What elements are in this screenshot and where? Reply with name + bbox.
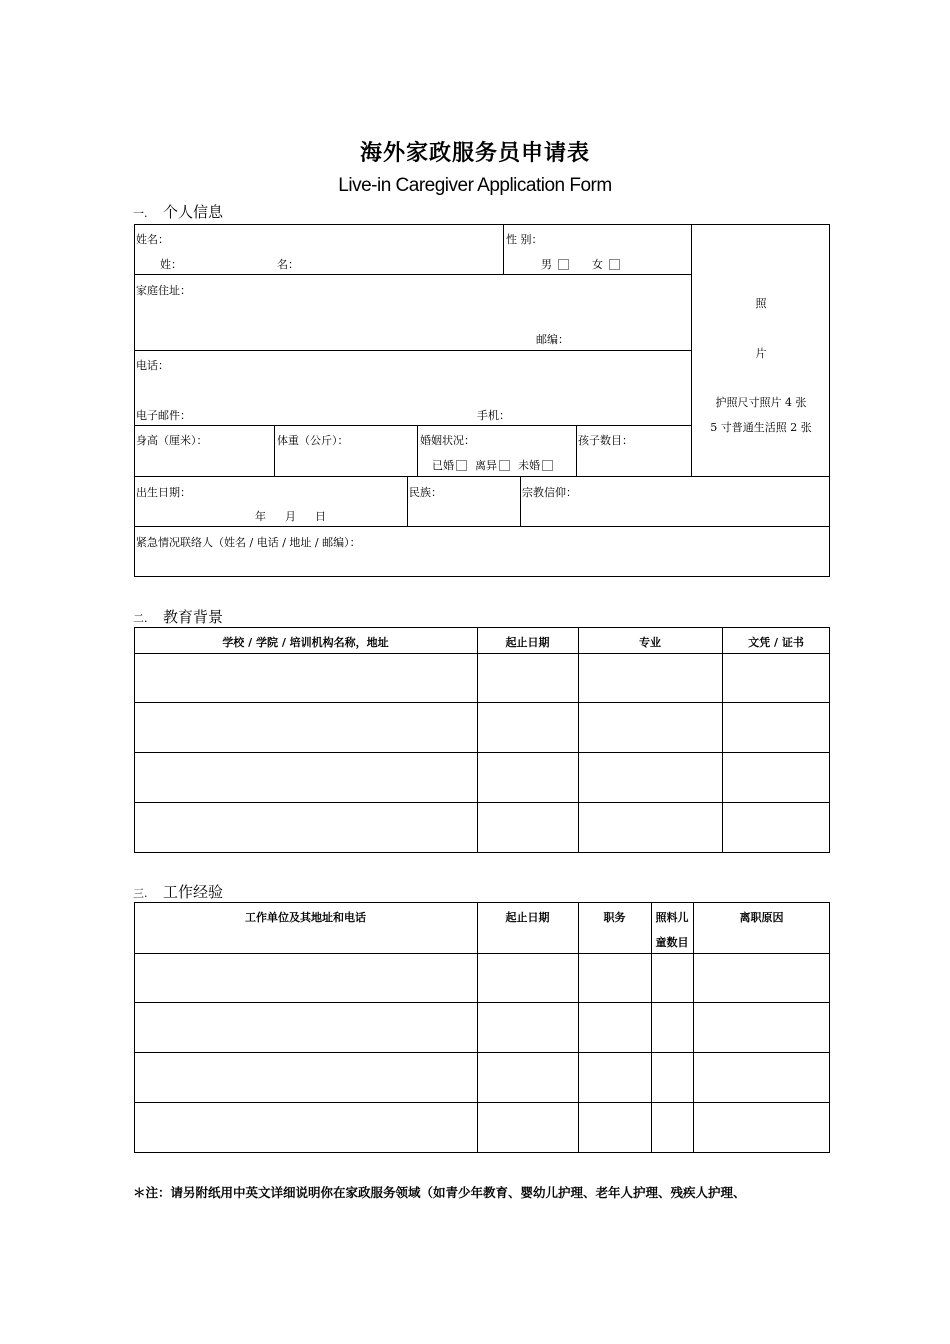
male-checkbox[interactable] [558,259,569,270]
children-count-label[interactable]: 孩子数目： [578,434,633,447]
table-row[interactable] [135,703,829,752]
gender-label: 性 别： [506,233,543,246]
section-title: 教育背景 [163,608,224,626]
given-name-label[interactable]: 名： [277,258,299,271]
table-row[interactable] [135,803,829,852]
address-label[interactable]: 家庭住址： [136,284,191,297]
gender-male-option[interactable] [541,256,569,272]
column-header-children-cared-line1: 照料儿 [655,911,689,924]
married-label: 已婚 [432,459,454,472]
postcode-label[interactable]: 邮编： [536,333,569,346]
table-row[interactable] [135,1003,829,1052]
col-divider [520,476,521,526]
column-header-diploma: 文凭 / 证书 [748,636,804,649]
column-header-major: 专业 [639,636,661,649]
table-row[interactable] [135,1053,829,1102]
name-label: 姓名： [136,233,169,246]
form-title-english: Live-in Caregiver Application Form [338,175,612,196]
row-divider [134,476,830,477]
col-divider [503,224,504,274]
row-divider [134,274,692,275]
table-row[interactable] [135,1103,829,1152]
section-number: 二. [133,612,148,625]
email-label[interactable]: 电子邮件： [136,409,191,422]
religion-label[interactable]: 宗教信仰： [522,486,577,499]
phone-label[interactable]: 电话： [136,359,169,372]
section-number: 三. [133,887,148,900]
section-education-heading [133,606,223,627]
column-header-leaving-reason: 离职原因 [739,911,784,924]
col-divider [407,476,408,526]
row-divider [134,526,830,527]
gender-female-option[interactable] [592,256,620,272]
female-checkbox[interactable] [609,259,620,270]
photo-requirement-casual: 5 寸普通生活照 2 张 [710,421,812,434]
weight-label[interactable]: 体重（公斤）： [277,434,349,447]
emergency-contact-label[interactable]: 紧急情况联络人（姓名 / 电话 / 地址 / 邮编）： [136,536,361,549]
marital-status-label: 婚姻状况： [420,434,475,447]
birth-month-label[interactable]: 月 [285,510,296,523]
column-header-school: 学校 / 学院 / 培训机构名称，地址 [222,636,389,649]
surname-label[interactable]: 姓： [160,258,182,271]
col-divider [417,425,418,476]
married-checkbox[interactable] [456,460,467,471]
section-personal-heading [133,201,223,222]
divorced-checkbox[interactable] [499,460,510,471]
photo-label-char-2: 片 [755,347,767,360]
height-label[interactable]: 身高（厘米）： [136,434,208,447]
mobile-label[interactable]: 手机： [477,409,510,422]
female-label: 女 [592,258,603,271]
column-header-employer: 工作单位及其地址和电话 [245,911,366,924]
ethnicity-label[interactable]: 民族： [409,486,442,499]
section-title: 工作经验 [163,883,224,901]
column-header-children-cared-line2: 童数目 [655,936,689,949]
column-header-position: 职务 [603,911,626,924]
birth-day-label[interactable]: 日 [315,510,326,523]
table-row[interactable] [135,654,829,702]
marital-single-option[interactable] [518,457,553,473]
column-header-dates: 起止日期 [505,636,550,649]
birth-year-label[interactable]: 年 [255,510,266,523]
photo-requirement-passport: 护照尺寸照片 4 张 [715,396,807,409]
col-divider [576,425,577,476]
table-row[interactable] [135,753,829,802]
single-label: 未婚 [518,459,540,472]
row-divider [134,350,692,351]
marital-divorced-option[interactable] [475,457,510,473]
section-title: 个人信息 [163,203,224,221]
divorced-label: 离异 [475,459,497,472]
photo-label-char-1: 照 [755,297,767,310]
marital-married-option[interactable] [432,457,467,473]
table-row[interactable] [135,954,829,1002]
male-label: 男 [541,258,552,271]
section-work-heading [133,881,223,902]
birth-date-label: 出生日期： [136,486,191,499]
row-divider [134,425,692,426]
form-title-chinese: 海外家政服务员申请表 [359,140,590,166]
section-number: 一. [133,207,148,220]
footnote: ＊注：请另附纸用中英文详细说明你在家政服务领域（如青少年教育、婴幼儿护理、老年人护理、残疾人护理、 [133,1185,746,1200]
column-header-dates: 起止日期 [505,911,550,924]
col-divider [274,425,275,476]
single-checkbox[interactable] [542,460,553,471]
